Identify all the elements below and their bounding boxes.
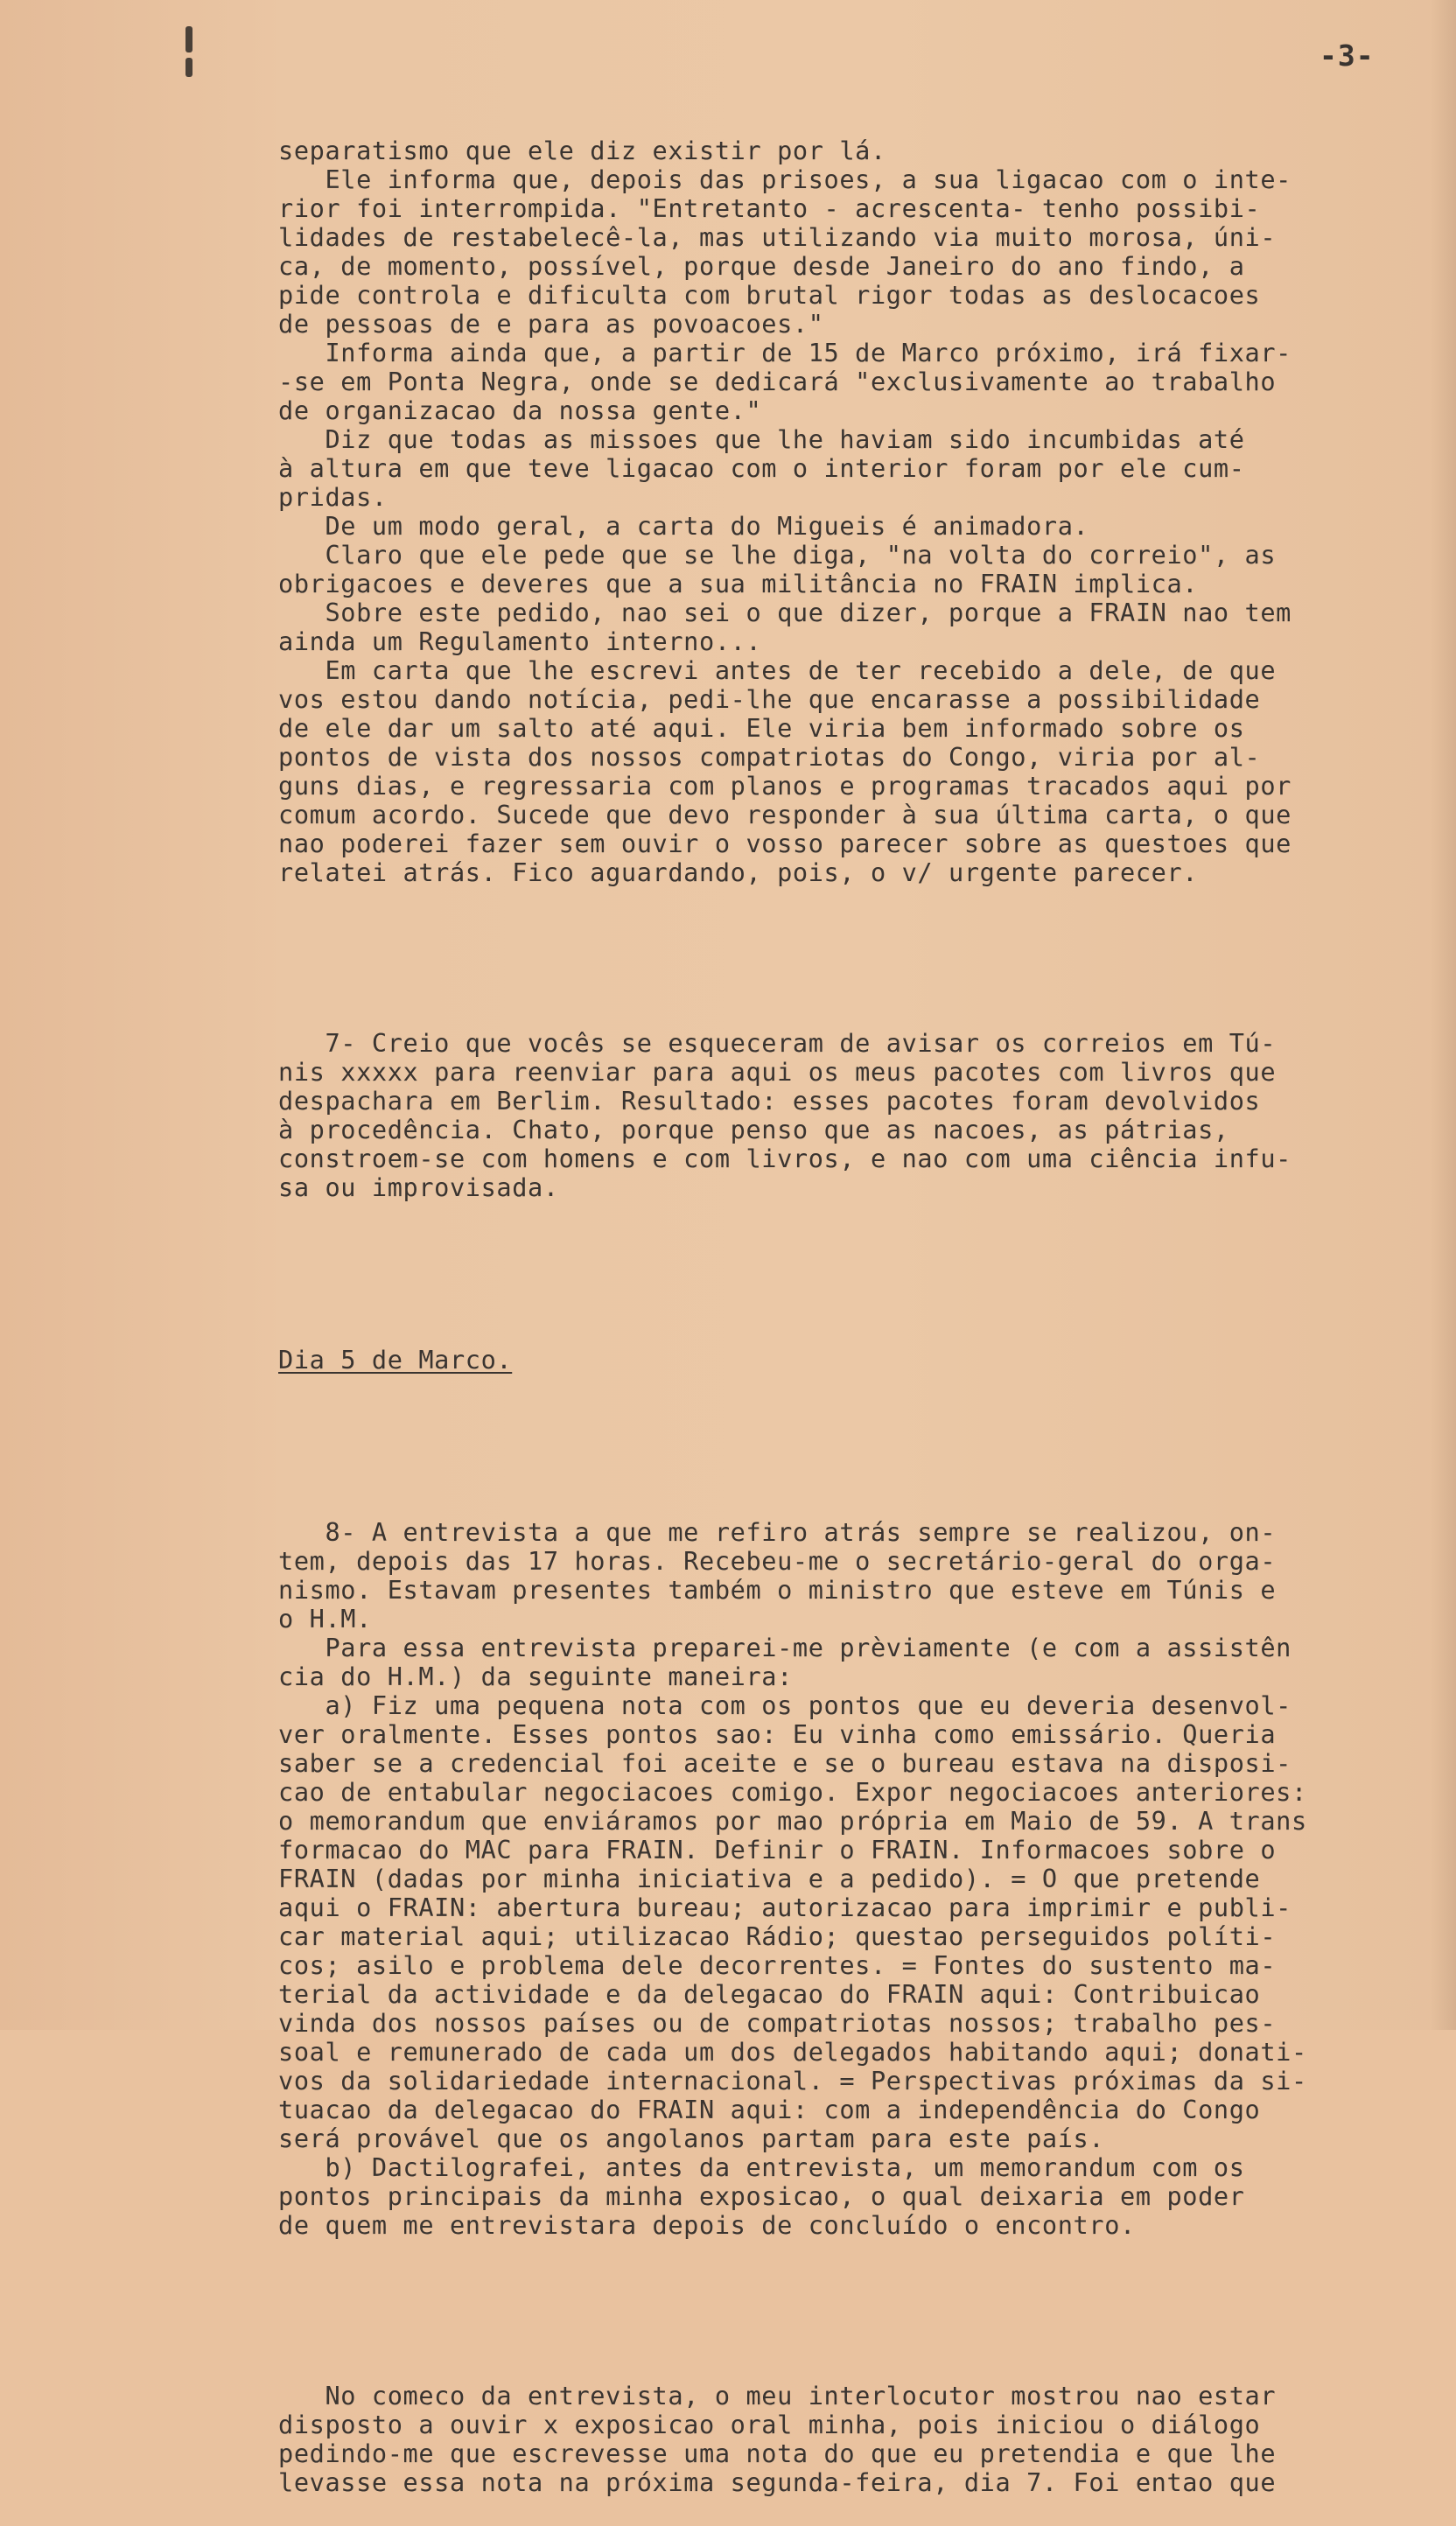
text-line: aqui o FRAIN: abertura bureau; autorizacao para imprimir e publi- xyxy=(278,1893,1292,1922)
text-line: pridas. xyxy=(278,482,388,512)
page-number: -3- xyxy=(1320,38,1375,73)
text-line: à procedência. Chato, porque penso que as nacoes, as pátrias, xyxy=(278,1115,1229,1144)
text-line: vos estou dando notícia, pedi-lhe que encarasse a possibilidade xyxy=(278,684,1261,714)
text-line: relatei atrás. Fico aguardando, pois, o v/ urgente parecer. xyxy=(278,857,1199,887)
text-line: tuacao da delegacao do FRAIN aqui: com a independência do Congo xyxy=(278,2095,1261,2124)
paragraph-block-4 xyxy=(278,2382,1451,2497)
text-line: Diz que todas as missoes que lhe haviam sido incumbidas até xyxy=(278,424,1245,454)
text-line: De um modo geral, a carta do Migueis é animadora. xyxy=(278,511,1089,541)
text-line: à altura em que teve ligacao com o interior foram por ele cum- xyxy=(278,453,1245,483)
text-line: nismo. Estavam presentes também o ministro que esteve em Túnis e xyxy=(278,1575,1277,1605)
text-line: formacao do MAC para FRAIN. Definir o FRAIN. Informacoes sobre o xyxy=(278,1835,1277,1865)
text-line: separatismo que ele diz existir por lá. xyxy=(278,136,886,165)
section-heading: Dia 5 de Marco. xyxy=(278,1345,513,1375)
text-line: despachara em Berlim. Resultado: esses pacotes foram devolvidos xyxy=(278,1086,1261,1116)
document-body xyxy=(278,79,1451,2526)
text-line: pontos principais da minha exposicao, o qual deixaria em poder xyxy=(278,2181,1245,2211)
text-line: lidades de restabelecê-la, mas utilizando via muito morosa, úni- xyxy=(278,222,1277,252)
text-line: Sobre este pedido, nao sei o que dizer, porque a FRAIN nao tem xyxy=(278,598,1292,627)
text-line: cia do H.M.) da seguinte maneira: xyxy=(278,1662,793,1691)
text-line: rior foi interrompida. "Entretanto - acrescenta- tenho possibi- xyxy=(278,193,1261,223)
text-line: Em carta que lhe escrevi antes de ter recebido a dele, de que xyxy=(278,655,1277,685)
text-line: vinda dos nossos países ou de compatriotas nossos; trabalho pes- xyxy=(278,2008,1277,2038)
text-line: cos; asilo e problema dele decorrentes. = Fontes do sustento ma- xyxy=(278,1950,1277,1980)
paragraph-block-1 xyxy=(278,136,1451,887)
text-line: Informa ainda que, a partir de 15 de Marco próximo, irá fixar- xyxy=(278,338,1292,367)
text-line: FRAIN (dadas por minha iniciativa e a pedido). = O que pretende xyxy=(278,1864,1261,1893)
text-line: -se em Ponta Negra, onde se dedicará "exclusivamente ao trabalho xyxy=(278,367,1277,396)
text-line: obrigacoes e deveres que a sua militância no FRAIN implica. xyxy=(278,569,1199,598)
text-line: cao de entabular negociacoes comigo. Expor negociacoes anteriores: xyxy=(278,1777,1307,1807)
text-line: pedindo-me que escrevesse uma nota do que eu pretendia e que lhe xyxy=(278,2439,1277,2468)
text-line: constroem-se com homens e com livros, e nao com uma ciência infu- xyxy=(278,1144,1292,1173)
text-line: soal e remunerado de cada um dos delegados habitando aqui; donati- xyxy=(278,2037,1307,2067)
text-line: vos da solidariedade internacional. = Perspectivas próximas da si- xyxy=(278,2066,1307,2096)
paragraph-block-3 xyxy=(278,1518,1451,2240)
text-line: de ele dar um salto até aqui. Ele viria bem informado sobre os xyxy=(278,713,1245,743)
text-line: Para essa entrevista preparei-me prèviamente (e com a assistên xyxy=(278,1633,1292,1662)
text-line: levasse essa nota na próxima segunda-feira, dia 7. Foi entao que xyxy=(278,2467,1277,2497)
text-line: terial da actividade e da delegacao do FRAIN aqui: Contribuicao xyxy=(278,1979,1261,2009)
text-line: ca, de momento, possível, porque desde Janeiro do ano findo, a xyxy=(278,251,1245,281)
text-line: de quem me entrevistara depois de concluído o encontro. xyxy=(278,2210,1136,2240)
text-line: b) Dactilografei, antes da entrevista, um memorandum com os xyxy=(278,2152,1245,2182)
text-line: saber se a credencial foi aceite e se o bureau estava na disposi- xyxy=(278,1748,1292,1778)
paragraph-block-2 xyxy=(278,1029,1451,1202)
text-line: de pessoas de e para as povoacoes." xyxy=(278,309,824,339)
text-line: ainda um Regulamento interno... xyxy=(278,626,762,656)
text-line: comum acordo. Sucede que devo responder à sua última carta, o que xyxy=(278,800,1292,829)
text-line: guns dias, e regressaria com planos e programas tracados aqui por xyxy=(278,771,1292,801)
punch-mark xyxy=(186,26,192,52)
text-line: nao poderei fazer sem ouvir o vosso parecer sobre as questoes que xyxy=(278,829,1292,858)
text-line: a) Fiz uma pequena nota com os pontos que eu deveria desenvol- xyxy=(278,1690,1292,1720)
text-line: 7- Creio que vocês se esqueceram de avisar os correios em Tú- xyxy=(278,1028,1277,1058)
text-line: tem, depois das 17 horas. Recebeu-me o secretário-geral do orga- xyxy=(278,1546,1277,1576)
text-line: será provável que os angolanos partam para este país. xyxy=(278,2124,1105,2153)
text-line: Claro que ele pede que se lhe diga, "na volta do correio", as xyxy=(278,540,1277,570)
text-line: nis xxxxx para reenviar para aqui os meus pacotes com livros que xyxy=(278,1057,1277,1087)
punch-mark xyxy=(186,58,192,77)
text-line: o memorandum que enviáramos por mao própria em Maio de 59. A trans xyxy=(278,1806,1307,1836)
text-line: pide controla e dificulta com brutal rigor todas as deslocacoes xyxy=(278,280,1261,310)
text-line: pontos de vista dos nossos compatriotas do Congo, viria por al- xyxy=(278,742,1261,772)
text-line: o H.M. xyxy=(278,1604,372,1634)
text-line: ver oralmente. Esses pontos sao: Eu vinha como emissário. Queria xyxy=(278,1719,1277,1749)
text-line: Ele informa que, depois das prisoes, a sua ligacao com o inte- xyxy=(278,164,1292,194)
text-line: sa ou improvisada. xyxy=(278,1172,559,1202)
text-line: No comeco da entrevista, o meu interlocutor mostrou nao estar xyxy=(278,2381,1277,2411)
text-line: de organizacao da nossa gente." xyxy=(278,395,762,425)
text-line: car material aqui; utilizacao Rádio; questao perseguidos políti- xyxy=(278,1921,1277,1951)
text-line: disposto a ouvir x exposicao oral minha, pois iniciou o diálogo xyxy=(278,2410,1261,2439)
text-line: 8- A entrevista a que me refiro atrás sempre se realizou, on- xyxy=(278,1517,1277,1547)
